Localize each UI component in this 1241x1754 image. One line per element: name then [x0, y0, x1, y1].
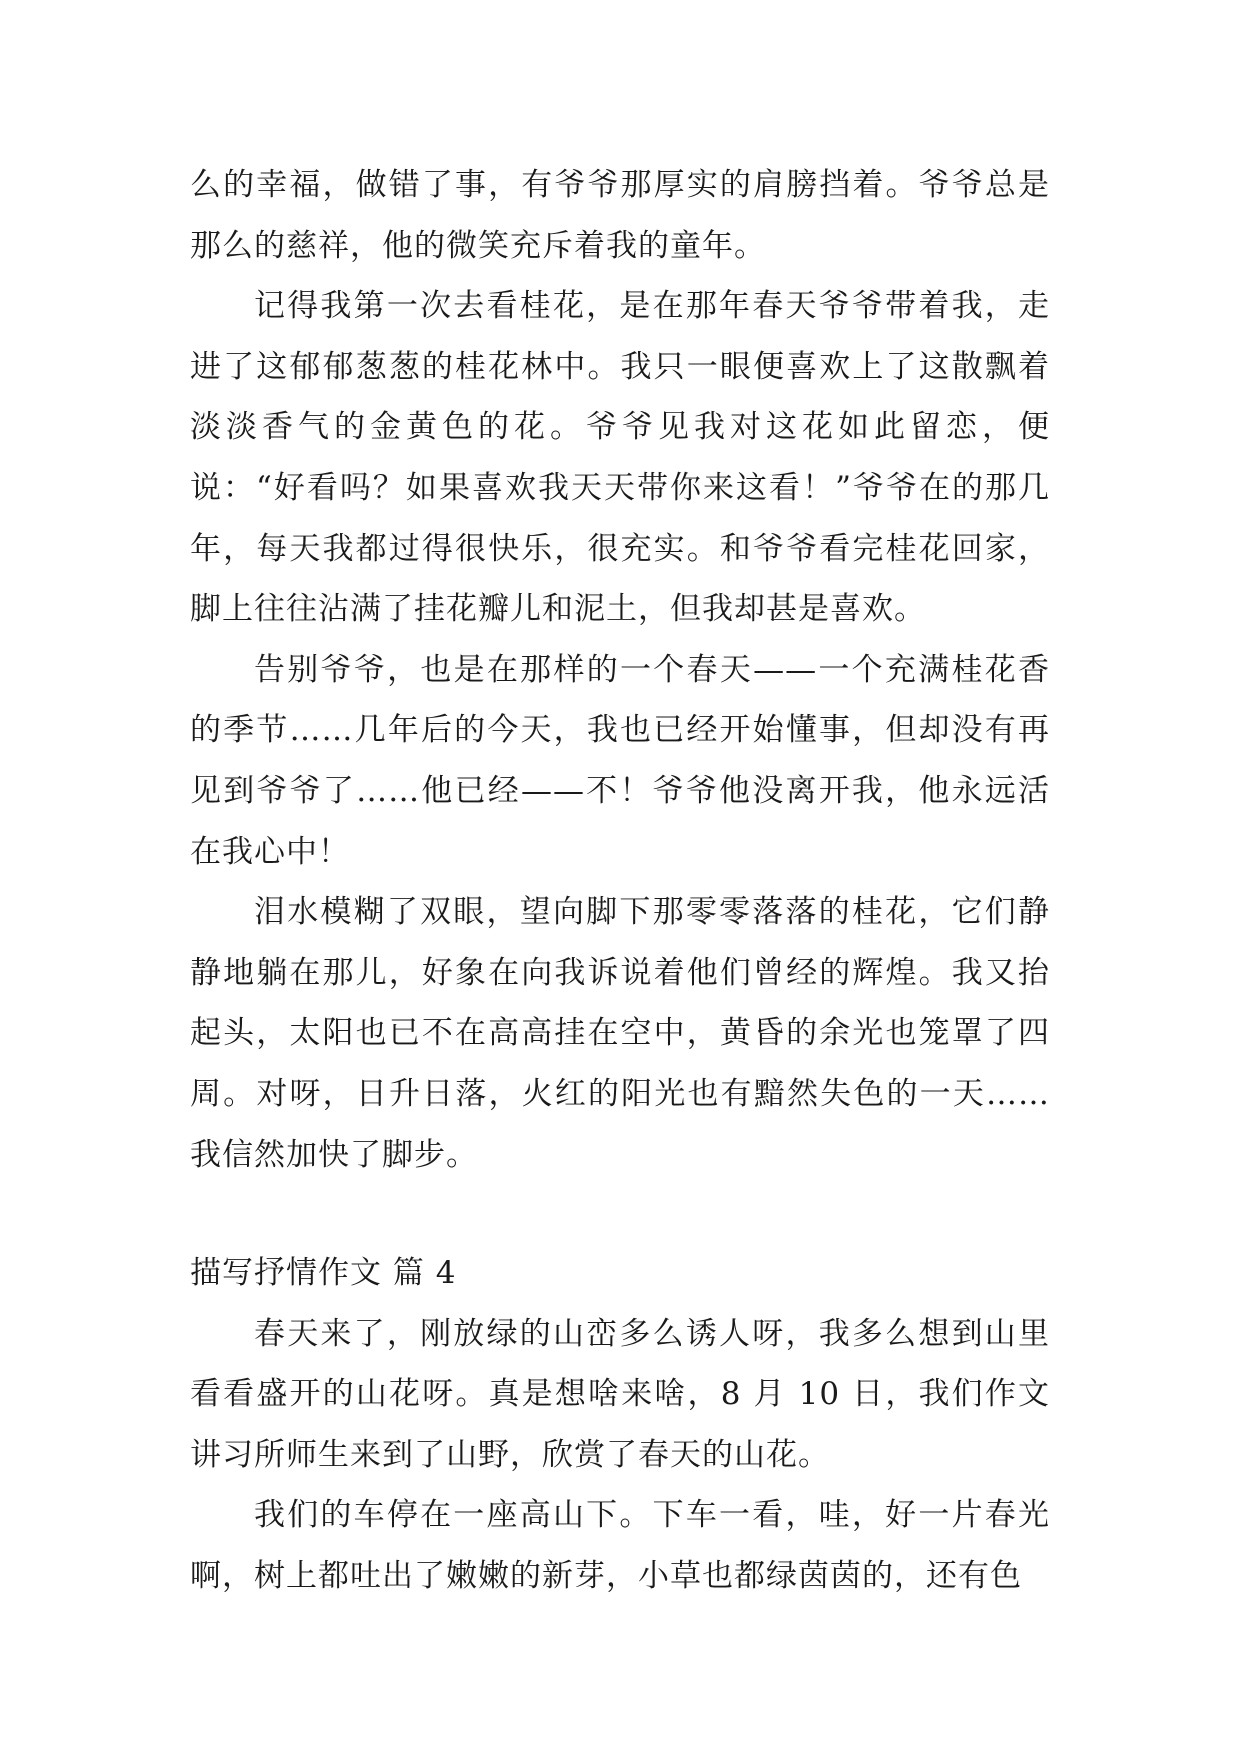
paragraph: 记得我第一次去看桂花，是在那年春天爷爷带着我，走进了这郁郁葱葱的桂花林中。我只一眼便喜欢上了这散飘着淡淡香气的金黄色的花。爷爷见我对这花如此留恋，便说：“好看吗？如果喜欢我天天带你来这看！”爷爷在的那几年，每天我都过得很快乐，很充实。和爷爷看完桂花回家，脚上往往沾满了挂花瓣儿和泥土，但我却甚是喜欢。	[190, 288, 1050, 628]
section-heading: 描写抒情作文 篇 4	[190, 1255, 457, 1292]
document-body	[190, 155, 1050, 1607]
paragraph: 告别爷爷，也是在那样的一个春天——一个充满桂花香的季节……几年后的今天，我也已经开始懂事，但却没有再见到爷爷了……他已经——不！爷爷他没离开我，他永远活在我心中！	[190, 651, 1050, 870]
paragraph: 么的幸福，做错了事，有爷爷那厚实的肩膀挡着。爷爷总是那么的慈祥，他的微笑充斥着我的童年。	[190, 167, 1050, 264]
paragraph: 我们的车停在一座高山下。下车一看，哇，好一片春光啊，树上都吐出了嫩嫩的新芽，小草也都绿茵茵的，还有色	[190, 1497, 1050, 1595]
paragraph: 春天来了，刚放绿的山峦多么诱人呀，我多么想到山里看看盛开的山花呀。真是想啥来啥，8 月 10 日，我们作文讲习所师生来到了山野，欣赏了春天的山花。	[190, 1315, 1050, 1473]
paragraph: 泪水模糊了双眼，望向脚下那零零落落的桂花，它们静静地躺在那儿，好象在向我诉说着他们曾经的辉煌。我又抬起头，太阳也已不在高高挂在空中，黄昏的余光也笼罩了四周。对呀，日升日落，火红的阳光也有黯然失色的一天……我信然加快了脚步。	[190, 894, 1050, 1173]
